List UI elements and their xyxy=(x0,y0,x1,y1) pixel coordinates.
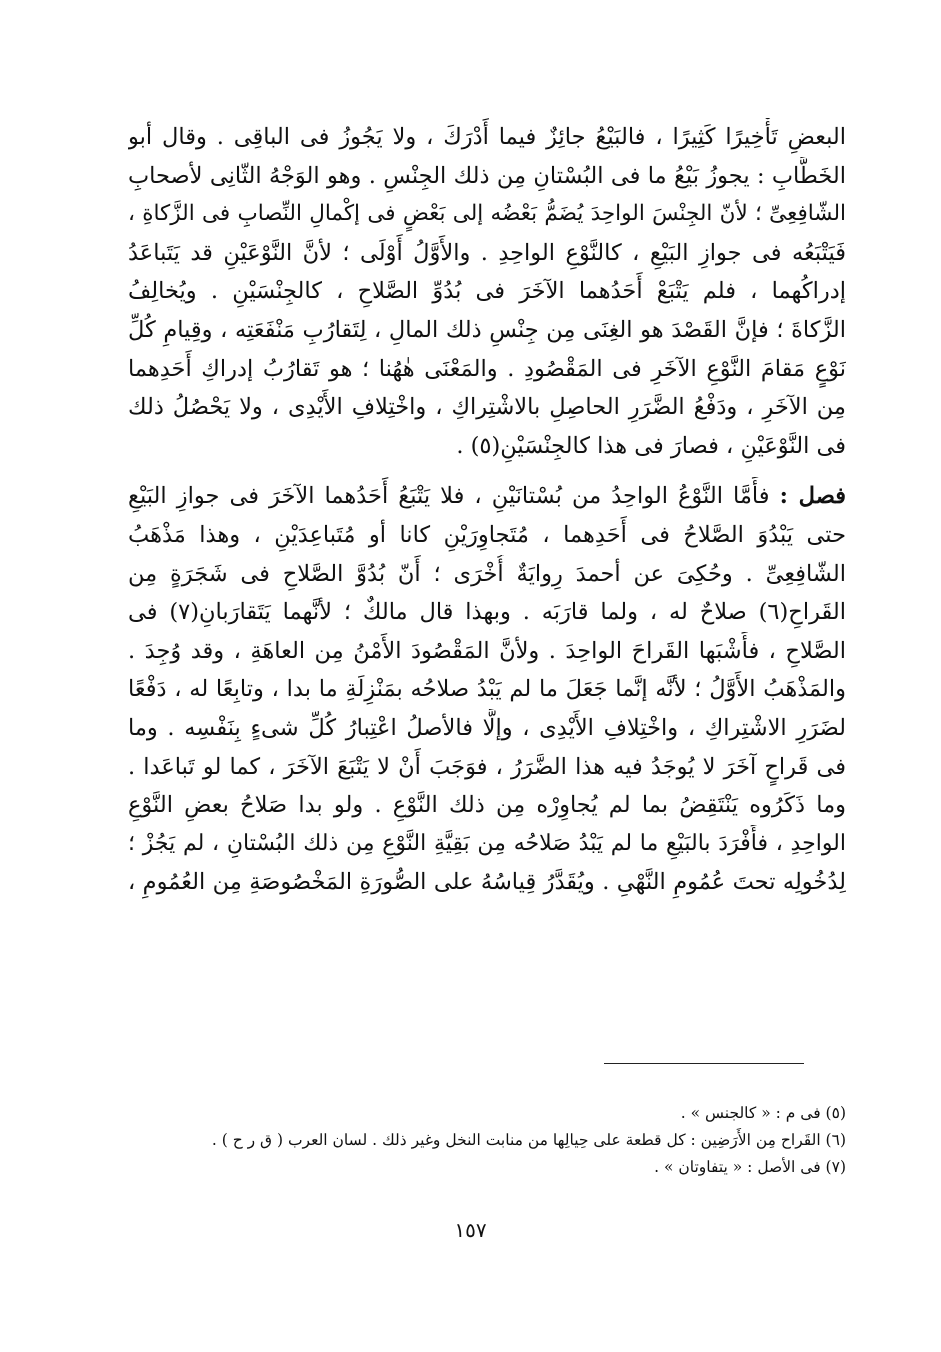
text-line: فَيَتْبَعُه فى جوازِ البَيْعِ ، كالنَّوْعِ الواحِدِ . والأَوَّلُ أَوْلَى ؛ لأنَّ النَّوْعَيْنِ قد يَتَباعَدُ xyxy=(128,239,846,266)
text-line xyxy=(128,477,846,516)
section-label: فصل : xyxy=(779,483,846,510)
text-line: وما ذَكَرُوه يَنْتَقِضُ بما لم يُجاوِرْه مِن ذلك النَّوْعِ . ولو بدا صَلاحُ بعضِ النَّوْعِ xyxy=(128,792,846,819)
main-text xyxy=(128,118,846,902)
paragraph xyxy=(128,477,846,902)
text-line: فى النَّوْعَيْنِ ، فصارَ فى هذا كالجِنْسَيْنِ(٥) . xyxy=(456,432,846,459)
text-line: الواحِدِ ، فأَفْرَدَ بالبَيْعِ ما لم يَبْدُ صَلاحُه مِن بَقِيَّةِ النَّوْعِ مِن ذلك البُسْتانِ ، لم يَجُزْ ؛ xyxy=(128,830,846,856)
text-line: لضَرَرِ الاشْتِراكِ ، واخْتِلافِ الأَيْدِى ، وإلَّا فالأصلُ اعْتِبارُ كُلِّ شىءٍ بِنَفْسِه . وما xyxy=(128,714,846,741)
text-line: والمَذْهَبُ الأَوَّلُ ؛ لأنَّه إنَّما جَعَلَ ما لم يَبْدُ صلاحُه بمَنْزِلَةِ ما بدا ، وتابِعًا له ، دَفْعًا xyxy=(128,676,846,703)
text-line: القَراحِ(٦) صلاحٌ له ، ولما قارَبَه . وبهذا قال مالكٌ ؛ لأنَّهما يَتَقارَبانِ(٧) فى xyxy=(128,599,846,626)
text-line: فى قَراحٍ آخَرَ لا يُوجَدُ فيه هذا الضَّرَرُ ، فوَجَبَ أَنْ لا يَتْبَعَ الآخَرَ ، كما لو تَباعَدا . xyxy=(128,753,846,780)
footnote-separator xyxy=(604,1063,804,1064)
text-line: مِن الآخَرِ ، ودَفْعُ الضَّرَرِ الحاصِلِ بالاشْتِراكِ ، واخْتِلافِ الأَيْدِى ، ولا يَحْصُلُ ذلك xyxy=(128,394,846,421)
text-line: إدراكُهما ، فلم يَتْبَعْ أَحَدُهما الآخَرَ فى بُدُوِّ الصَّلاحِ ، كالجِنْسَيْنِ . ويُخالِفُ xyxy=(128,278,846,305)
text-line: الشّافِعِىِّ . وحُكِىَ عن أحمدَ رِوايَةٌ أُخْرَى ؛ أَنّ بُدُوَّ الصَّلاحِ فى شَجَرَةٍ مِن xyxy=(128,560,846,587)
footnote: (٥) فى م : « كالجنس » . xyxy=(680,1104,846,1122)
text-line: لِدُخُولِه تحتَ عُمُومِ النَّهْىِ . ويُقَدَّرُ قِياسُهُ على الصُّورَةِ المَخْصُوصَةِ مِن العُمُومِ ، xyxy=(128,869,846,896)
footnote: (٦) القَراح مِن الأَرَضِين : كل قطعة على حِيالِها من منابت النخل وغير ذلك . لسان العرب ( ق ر ح ) . xyxy=(211,1131,846,1149)
page-number: ١٥٧ xyxy=(454,1218,487,1242)
text-line: حتى يَبْدُوَ الصَّلاحُ فى أَحَدِهما ، مُتَجاوِرَيْنِ كانا أو مُتَباعِدَيْنِ ، وهذا مَذْهَبُ xyxy=(128,521,846,548)
text-line: الشّافِعِىِّ ؛ لأنّ الجِنْسَ الواحِدَ يُضَمُّ بَعْضُه إلى بَعْضٍ فى إكْمالِ النِّصابِ فى الزَّكاةِ ، xyxy=(128,201,846,227)
text-line: الصَّلاحِ ، فأَشْبَها القَراحَ الواحِدَ . ولأنَّ المَقْصُودَ الأَمْنُ مِن العاهَةِ ، وقد وُجِدَ . xyxy=(128,637,846,664)
footnotes xyxy=(128,1100,846,1181)
paragraph xyxy=(128,118,846,465)
text-span: فأَمَّا النَّوْعُ الواحِدُ من بُسْتانَيْنِ ، فلا يَتْبَعُ أَحَدُهما الآخَرَ فى جوازِ البَيْعِ xyxy=(128,483,770,510)
footnote: (٧) فى الأصل : « يتفاوتان » . xyxy=(654,1158,846,1176)
text-line: الزَّكاةَ ؛ فإنَّ القَصْدَ هو الغِنَى مِن جِنْسِ ذلك المالِ ، لِتَقارُبِ مَنْفَعَتِه ، وقِيامِ كُلِّ xyxy=(128,316,846,343)
text-line: البعضِ تَأْخِيرًا كَثِيرًا ، فالبَيْعُ جائِزٌ فيما أَدْرَكَ ، ولا يَجُوزُ فى الباقِى . وقال أبو xyxy=(128,124,846,150)
text-line: الخَطَّابِ : يجوزُ بَيْعُ ما فى البُسْتانِ مِن ذلك الجِنْسِ . وهو الوَجْهُ الثّانِى لأصحابِ xyxy=(128,162,846,189)
text-line: نَوْعٍ مَقامَ النَّوْعِ الآخَرِ فى المَقْصُودِ . والمَعْنَى هٰهُنا ؛ هو تَقارُبُ إدراكِ أَحَدِهما xyxy=(128,355,846,382)
